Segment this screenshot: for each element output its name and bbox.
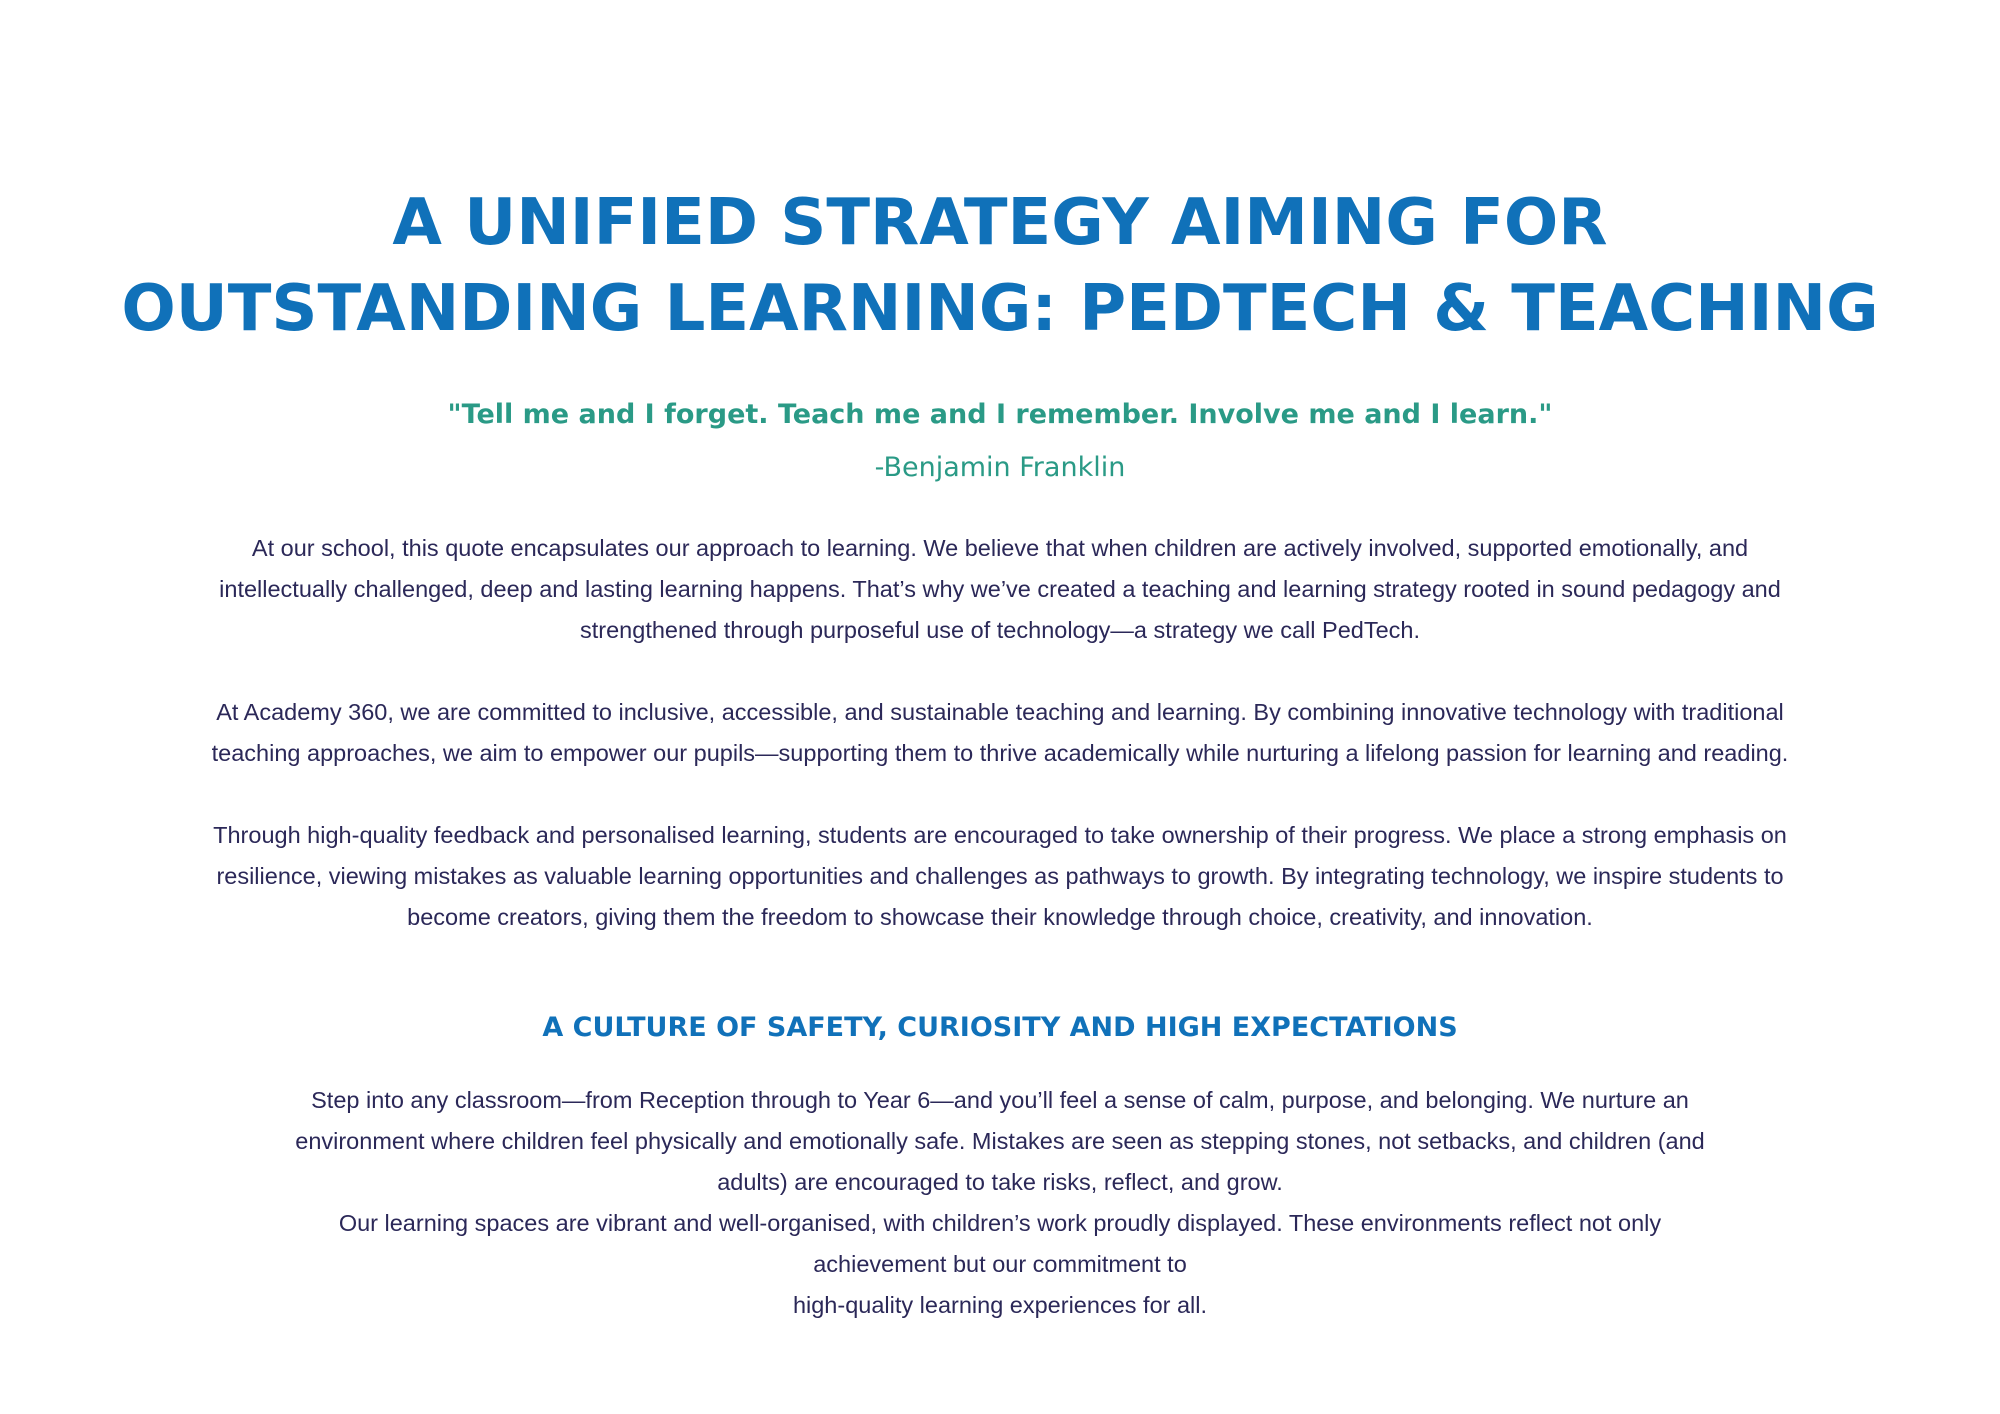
paragraph-line: high-quality learning experiences for all. [792,1292,1208,1318]
paragraph-line: resilience, viewing mistakes as valuable learning opportunities and challenges as pathways to growth. By integrating technology, we inspire students to [216,863,1784,889]
paragraph-line: intellectually challenged, deep and lasting learning happens. That’s why we’ve created a teaching and learning strategy rooted in sound pedagogy and [219,576,1781,602]
paragraph-line: achievement but our commitment to [813,1251,1187,1277]
paragraph-line: At our school, this quote encapsulates our approach to learning. We believe that when children are actively involved, supported emotionally, and [251,535,1749,561]
quote-text: "Tell me and I forget. Teach me and I remember. Involve me and I learn." [447,399,1553,430]
paragraph-line: become creators, giving them the freedom to showcase their knowledge through choice, creativity, and innovation. [407,904,1593,930]
paragraph-line: environment where children feel physically and emotionally safe. Mistakes are seen as stepping stones, not setbacks, and children (and [295,1128,1705,1154]
paragraph-line: At Academy 360, we are committed to inclusive, accessible, and sustainable teaching and learning. By combining innovative technology with traditional [216,699,1784,725]
quote-attribution: -Benjamin Franklin [874,452,1126,483]
paragraph-line: teaching approaches, we aim to empower our pupils—supporting them to thrive academically while nurturing a lifelong passion for learning and reading. [211,740,1789,766]
commitment-paragraph [100,692,1900,774]
feedback-paragraph [100,815,1900,938]
intro-paragraph [100,528,1900,651]
title-line-2: OUTSTANDING LEARNING: PEDTECH & TEACHING [121,272,1879,346]
paragraph-line: Through high-quality feedback and personalised learning, students are encouraged to take ownership of their progress. We place a strong emphasis on [213,822,1787,848]
paragraph-line: Step into any classroom—from Reception through to Year 6—and you’ll feel a sense of calm, purpose, and belonging. We nurture an [311,1087,1689,1113]
paragraph-line: strengthened through purposeful use of technology—a strategy we call PedTech. [580,617,1420,643]
page-title [0,180,2000,352]
paragraph-line: adults) are encouraged to take risks, reflect, and grow. [717,1169,1283,1195]
section-heading: A CULTURE OF SAFETY, CURIOSITY AND HIGH EXPECTATIONS [542,1012,1458,1043]
paragraph-line: Our learning spaces are vibrant and well-organised, with children’s work proudly displayed. These environments reflect not only [338,1210,1662,1236]
culture-paragraph [100,1080,1900,1326]
title-line-1: A UNIFIED STRATEGY AIMING FOR [392,186,1608,260]
